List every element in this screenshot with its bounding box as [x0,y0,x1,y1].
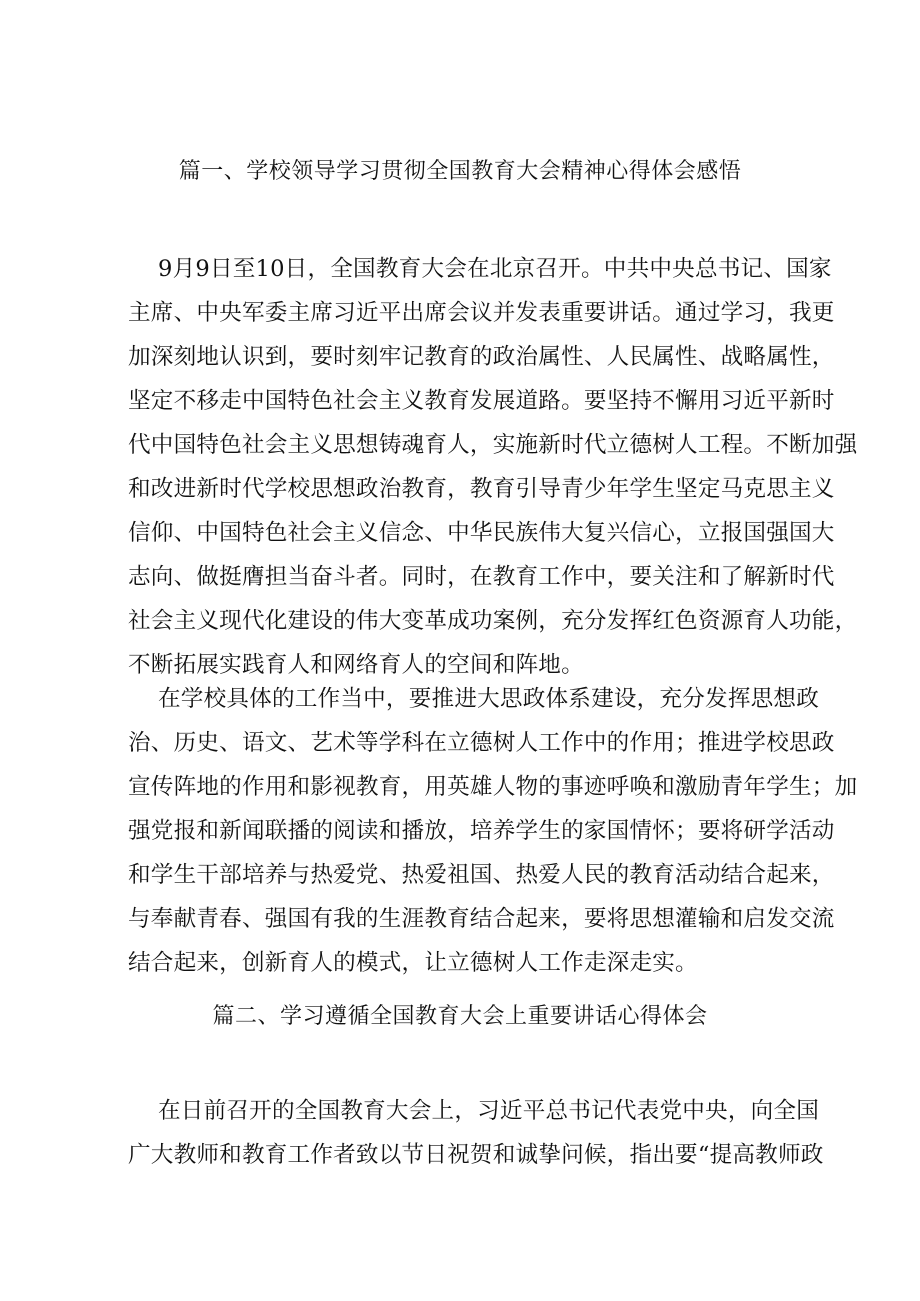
section2-paragraph1 [128,1089,848,1177]
paragraph-line: 和改进新时代学校思想政治教育，教育引导青少年学生坚定马克思主义 [128,476,835,502]
paragraph-line: 与奉献青春、强国有我的生涯教育结合起来，要将思想灌输和启发交流 [128,906,835,932]
paragraph-line: 代中国特色社会主义思想铸魂育人，实施新时代立德树人工程。不断加强 [128,432,858,458]
section1-paragraph2 [128,677,858,985]
paragraph-line: 信仰、中国特色社会主义信念、中华民族伟大复兴信心，立报国强国大 [128,520,835,546]
paragraph-line: 在学校具体的工作当中，要推进大思政体系建设，充分发挥思想政 [158,686,820,712]
paragraph-line: 9月9日至10日，全国教育大会在北京召开。中共中央总书记、国家 [158,256,832,282]
paragraph-line: 主席、中央军委主席习近平出席会议并发表重要讲话。通过学习，我更 [128,300,835,326]
paragraph-line: 广大教师和教育工作者致以节日祝贺和诚挚问候，指出要“提高教师政 [128,1142,824,1168]
paragraph-line: 和学生干部培养与热爱党、热爱祖国、热爱人民的教育活动结合起来， [128,862,835,888]
paragraph-line: 社会主义现代化建设的伟大变革成功案例，充分发挥红色资源育人功能， [128,608,858,634]
paragraph-line: 结合起来，创新育人的模式，让立德树人工作走深走实。 [128,950,698,976]
paragraph-line: 宣传阵地的作用和影视教育，用英雄人物的事迹呼唤和激励青年学生；加 [128,774,858,800]
paragraph-line: 志向、做挺膺担当奋斗者。同时，在教育工作中，要关注和了解新时代 [128,564,835,590]
paragraph-line: 坚定不移走中国特色社会主义教育发展道路。要坚持不懈用习近平新时 [128,388,835,414]
paragraph-line: 在日前召开的全国教育大会上，习近平总书记代表党中央，向全国 [158,1098,820,1124]
section2-heading: 篇二、学习遵循全国教育大会上重要讲话心得体会 [212,1004,708,1029]
paragraph-line: 治、历史、语文、艺术等学科在立德树人工作中的作用；推进学校思政 [128,730,835,756]
paragraph-line: 强党报和新闻联播的阅读和播放，培养学生的家国情怀；要将研学活动 [128,818,835,844]
paragraph-line: 加深刻地认识到，要时刻牢记教育的政治属性、人民属性、战略属性， [128,344,835,370]
paragraph-line: 不断拓展实践育人和网络育人的空间和阵地。 [128,652,584,678]
section1-paragraph1 [128,247,858,687]
section1-heading: 篇一、学校领导学习贯彻全国教育大会精神心得体会感悟 [178,159,742,184]
